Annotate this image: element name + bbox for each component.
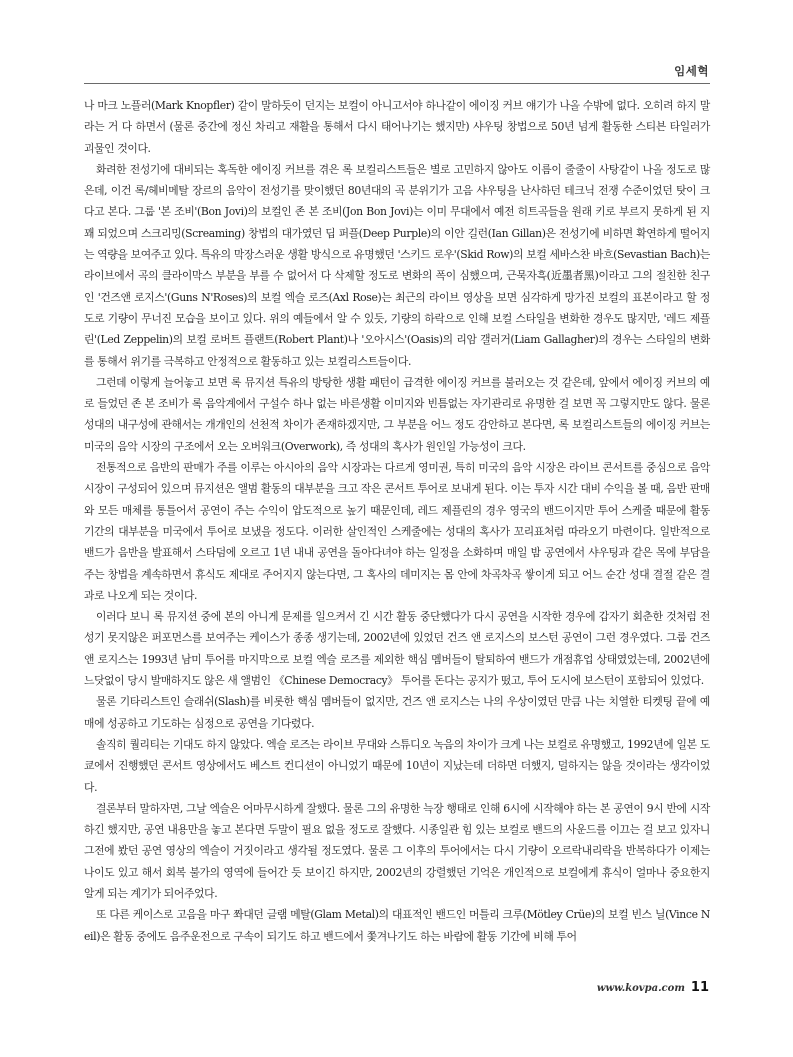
- paragraph: 나 마크 노플러(Mark Knopfler) 같이 말하듯이 던지는 보컬이 아니고서야 하나같이 에이징 커브 얘기가 나올 수밖에 없다. 오히려 하지 말라는 거 다 하면서 (물론 중간에 정신 차리고 재활을 통해서 다시 태어나기는 했지만) 샤우팅 창법으로 50년 넘게 활동한 스티븐 타일러가 괴물인 것이다.: [84, 99, 710, 155]
- paragraph: 솔직히 퀄리티는 기대도 하지 않았다. 엑슬 로즈는 라이브 무대와 스튜디오 녹음의 차이가 크게 나는 보컬로 유명했고, 1992년에 일본 도쿄에서 진행했던 콘서트 영상에서도 베스트 컨디션이 아니었기 때문에 10년이 지났는데 더하면 더했지, 덜하지는 않을 것이라는 생각이었다.: [84, 737, 710, 794]
- paragraph: 물론 기타리스트인 슬래쉬(Slash)를 비롯한 핵심 멤버들이 없지만, 건즈 앤 로지스는 나의 우상이였던 만큼 나는 치열한 티켓팅 끝에 예매에 성공하고 기도하는 심정으로 공연을 기다렸다.: [84, 695, 710, 730]
- page-number: 11: [690, 980, 709, 995]
- footer-url: www.kovpa.com: [596, 983, 685, 994]
- paragraph: 이러다 보니 록 뮤지션 중에 본의 아니게 문제를 일으켜서 긴 시간 활동 중단했다가 다시 공연을 시작한 경우에 갑자기 회춘한 것처럼 전성기 못지않은 퍼포먼스를 보여주는 케이스가 종종 생기는데, 2002년에 있었던 건즈 앤 로지스의 보스턴 공연이 그런 경우였다. 그룹 건즈 앤 로지스는 1993년 남미 투어를 마지막으로 보컬 엑슬 로즈를 제외한 핵심 멤버들이 탈퇴하여 밴드가 개점휴업 상태였었는데, 2002년에 느닷없이 당시 발매하지도 않은 새 앨범인 《Chinese Democracy》 투어를 돈다는 공지가 떴고, 투어 도시에 보스턴이 포함되어 있었다.: [84, 610, 710, 688]
- paragraph: 그런데 이렇게 늘어놓고 보면 록 뮤지션 특유의 방탕한 생활 패턴이 급격한 에이징 커브를 불러오는 것 같은데, 앞에서 에이징 커브의 예로 들었던 존 본 조비가 록 음악계에서 구설수 하나 없는 바른생활 이미지와 빈틈없는 자기관리로 유명한 걸 보면 꼭 그렇지만도 않다. 물론 성대의 내구성에 관해서는 개개인의 선천적 차이가 존재하겠지만, 그 부분을 어느 정도 감안하고 본다면, 록 보컬리스트들의 에이징 커브는 미국의 음악 시장의 구조에서 오는 오버워크(Overwork), 즉 성대의 혹사가 원인일 가능성이 크다.: [84, 375, 710, 453]
- paragraph: 전통적으로 음반의 판매가 주를 이루는 아시아의 음악 시장과는 다르게 영미권, 특히 미국의 음악 시장은 라이브 콘서트를 중심으로 음악 시장이 구성되어 있으며 뮤지션은 앨범 활동의 대부분을 크고 작은 콘서트 투어로 보내게 된다. 이는 투자 시간 대비 수익을 볼 때, 음반 판매와 모든 매체를 통틀어서 공연이 주는 수익이 압도적으로 높기 때문인데, 레드 제플린의 경우 영국의 밴드이지만 투어 스케줄 때문에 활동 기간의 대부분을 미국에서 투어로 보냈을 정도다. 이러한 살인적인 스케줄에는 성대의 혹사가 꼬리표처럼 따라오기 마련이다. 일반적으로 밴드가 음반을 발표해서 스타덤에 오르고 1년 내내 공연을 돌아다녀야 하는 일정을 소화하며 매일 밤 공연에서 샤우팅과 같은 목에 부담을 주는 창법을 계속하면서 휴식도 제대로 주어지지 않는다면, 그 혹사의 데미지는 몸 안에 차곡차곡 쌓이게 되고 어느 순간 성대 결절 같은 결과로 나오게 되는 것이다.: [84, 461, 710, 602]
- author-name: 임세혁: [674, 64, 709, 78]
- paragraph: 결론부터 말하자면, 그날 엑슬은 어마무시하게 잘했다. 물론 그의 유명한 늑장 행태로 인해 6시에 시작해야 하는 본 공연이 9시 반에 시작하긴 했지만, 공연 내용만을 놓고 본다면 두말이 필요 없을 정도로 잘했다. 시종일관 힘 있는 보컬로 밴드의 사운드를 이끄는 걸 보고 있자니 그전에 봤던 공연 영상의 엑슬이 거짓이라고 생각될 정도였다. 물론 그 이후의 투어에서는 다시 기량이 오르락내리락을 반복하다가 이제는 나이도 있고 해서 회복 불가의 영역에 들어간 듯 보이긴 하지만, 2002년의 강렬했던 기억은 개인적으로 보컬에게 휴식이 얼마나 중요한지 알게 되는 계기가 되어주었다.: [84, 801, 710, 900]
- header-rule: [84, 83, 710, 84]
- paragraph: 화려한 전성기에 대비되는 혹독한 에이징 커브를 겪은 록 보컬리스트들은 별로 고민하지 않아도 이름이 줄줄이 사탕같이 나올 정도로 많은데, 이건 록/헤비메탈 장르의 음악이 전성기를 맞이했던 80년대의 곡 분위기가 고음 샤우팅을 난사하던 테크닉 전쟁 수준이었던 탓이 크다고 본다. 그룹 '본 조비'(Bon Jovi)의 보컬인 존 본 조비(Jon Bon Jovi)는 이미 무대에서 예전 히트곡들을 원래 키로 부르지 못하게 된 지 꽤 되었으며 스크리밍(Screaming) 창법의 대가였던 딥 퍼플(Deep Purple)의 이안 길런(Ian Gillan)은 전성기에 비하면 확연하게 떨어지는 역량을 보여주고 있다. 특유의 막장스러운 생활 방식으로 유명했던 '스키드 로우'(Skid Row)의 보컬 세바스찬 바흐(Sevastian Bach)는 라이브에서 곡의 클라이막스 부분을 부를 수 없어서 다 삭제할 정도로 변화의 폭이 심했으며, 근묵자흑(近墨者黑)이라고 그의 절친한 친구인 '건즈앤 로지스'(Guns N'Roses)의 보컬 엑슬 로즈(Axl Rose)는 최근의 라이브 영상을 보면 심각하게 망가진 보컬의 표본이라고 할 정도로 기량이 무너진 모습을 보이고 있다. 위의 예들에서 알 수 있듯, 기량의 하락으로 인해 보컬 스타일을 변화한 경우도 많지만, '레드 제플린'(Led Zeppelin)의 보컬 로버트 플랜트(Robert Plant)나 '오아시스'(Oasis)의 리암 갤러거(Liam Gallagher)의 경우는 스타일의 변화를 통해서 위기를 극복하고 안정적으로 활동하고 있는 보컬리스트들이다.: [84, 162, 710, 368]
- page-footer: [597, 980, 709, 995]
- article-body: [84, 95, 710, 947]
- paragraph: 또 다른 케이스로 고음을 마구 쫘대던 글램 메탈(Glam Metal)의 대표적인 밴드인 머틀리 크루(Mötley Crüe)의 보컬 빈스 닐(Vince Neil)은 활동 중에도 음주운전으로 구속이 되기도 하고 밴드에서 쫓겨나기도 하는 바람에 활동 기간에 비해 투어: [84, 908, 710, 943]
